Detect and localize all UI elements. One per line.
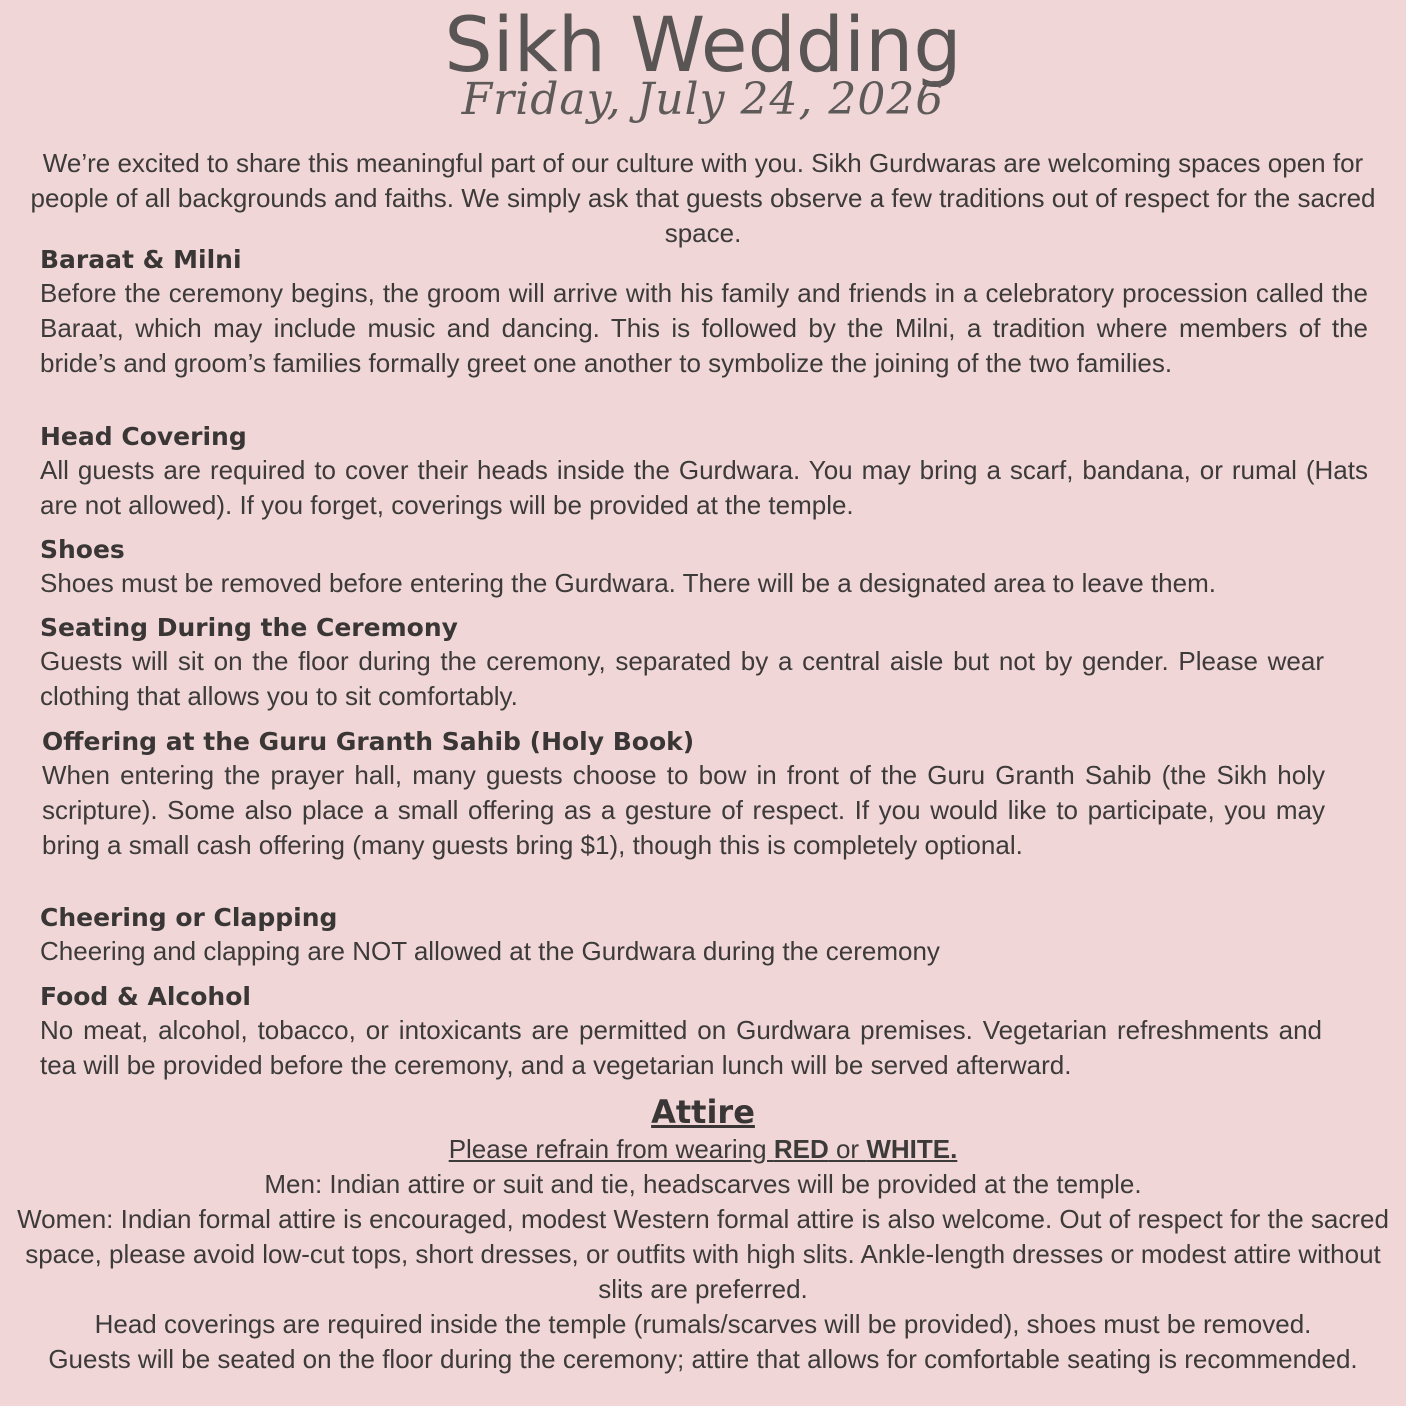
refrain-red: RED <box>773 1134 829 1164</box>
refrain-text: Please refrain from wearing <box>448 1134 774 1164</box>
section-body: Shoes must be removed before entering the Gurdwara. There will be a designated area to leave them. <box>40 568 1216 598</box>
section-heading: Shoes <box>40 535 125 564</box>
section-heading: Cheering or Clapping <box>40 903 338 932</box>
attire-men: Men: Indian attire or suit and tie, headscarves will be provided at the temple. <box>264 1169 1142 1199</box>
section-heading: Head Covering <box>40 422 247 451</box>
attire-seating-note: Guests will be seated on the floor during the ceremony; attire that allows for comfortable seating is recommended. <box>48 1344 1358 1374</box>
section-heading: Food & Alcohol <box>40 982 251 1011</box>
section-body: When entering the prayer hall, many guests choose to bow in front of the Guru Granth Sahib (the Sikh holy scripture). Some also place a small offering as a gesture of respect. If you would like to participate, you may bring a small cash offering (many guests bring $1), though this is completely optional. <box>42 760 1325 860</box>
section-seating <box>40 612 1324 714</box>
section-body: Guests will sit on the floor during the ceremony, separated by a central aisle but not by gender. Please wear clothing that allows you to sit comfortably. <box>40 646 1324 711</box>
section-cheering <box>40 902 1368 969</box>
section-body: No meat, alcohol, tobacco, or intoxicants are permitted on Gurdwara premises. Vegetarian refreshments and tea will be provided before the ceremony, and a vegetarian lunch will be served afterward. <box>40 1015 1322 1080</box>
section-body: Cheering and clapping are NOT allowed at the Gurdwara during the ceremony <box>40 936 940 966</box>
section-shoes <box>40 534 1368 601</box>
attire-heading: Attire <box>651 1093 755 1131</box>
section-baraat-milni <box>40 244 1368 381</box>
section-heading: Offering at the Guru Granth Sahib (Holy Book) <box>42 727 695 756</box>
page-title: Sikh Wedding <box>444 0 962 89</box>
section-head-covering <box>40 421 1368 523</box>
section-heading: Baraat & Milni <box>40 245 242 274</box>
section-body: Before the ceremony begins, the groom will arrive with his family and friends in a celebratory procession called the Baraat, which may include music and dancing. This is followed by the Milni, a tradition where members of the bride’s and groom’s families formally greet one another to symbolize the joining of the two families. <box>40 278 1368 378</box>
wedding-date: Friday, July 24, 2026 <box>461 74 945 125</box>
section-offering <box>42 726 1325 863</box>
attire-women: Women: Indian formal attire is encouraged, modest Western formal attire is also welcome. Out of respect for the sacred space, please avoid low-cut tops, short dresses, or outfits with high slits. Ankle-length dresses or modest attire without slits are preferred. <box>17 1204 1389 1304</box>
attire-head-note: Head coverings are required inside the temple (rumals/scarves will be provided), shoes must be removed. <box>94 1309 1312 1339</box>
refrain-white: WHITE. <box>866 1134 958 1164</box>
attire-refrain <box>10 1132 1396 1167</box>
section-food-alcohol <box>40 981 1322 1083</box>
section-body: All guests are required to cover their heads inside the Gurdwara. You may bring a scarf, bandana, or rumal (Hats are not allowed). If you forget, coverings will be provided at the temple. <box>40 455 1368 520</box>
refrain-or: or <box>828 1134 867 1164</box>
intro-paragraph: We’re excited to share this meaningful part of our culture with you. Sikh Gurdwaras are welcoming spaces open for people of all backgrounds and faiths. We simply ask that guests observe a few traditions out of respect for the sacred space. <box>30 148 1376 248</box>
attire-section <box>10 1092 1396 1377</box>
section-heading: Seating During the Ceremony <box>40 613 458 642</box>
